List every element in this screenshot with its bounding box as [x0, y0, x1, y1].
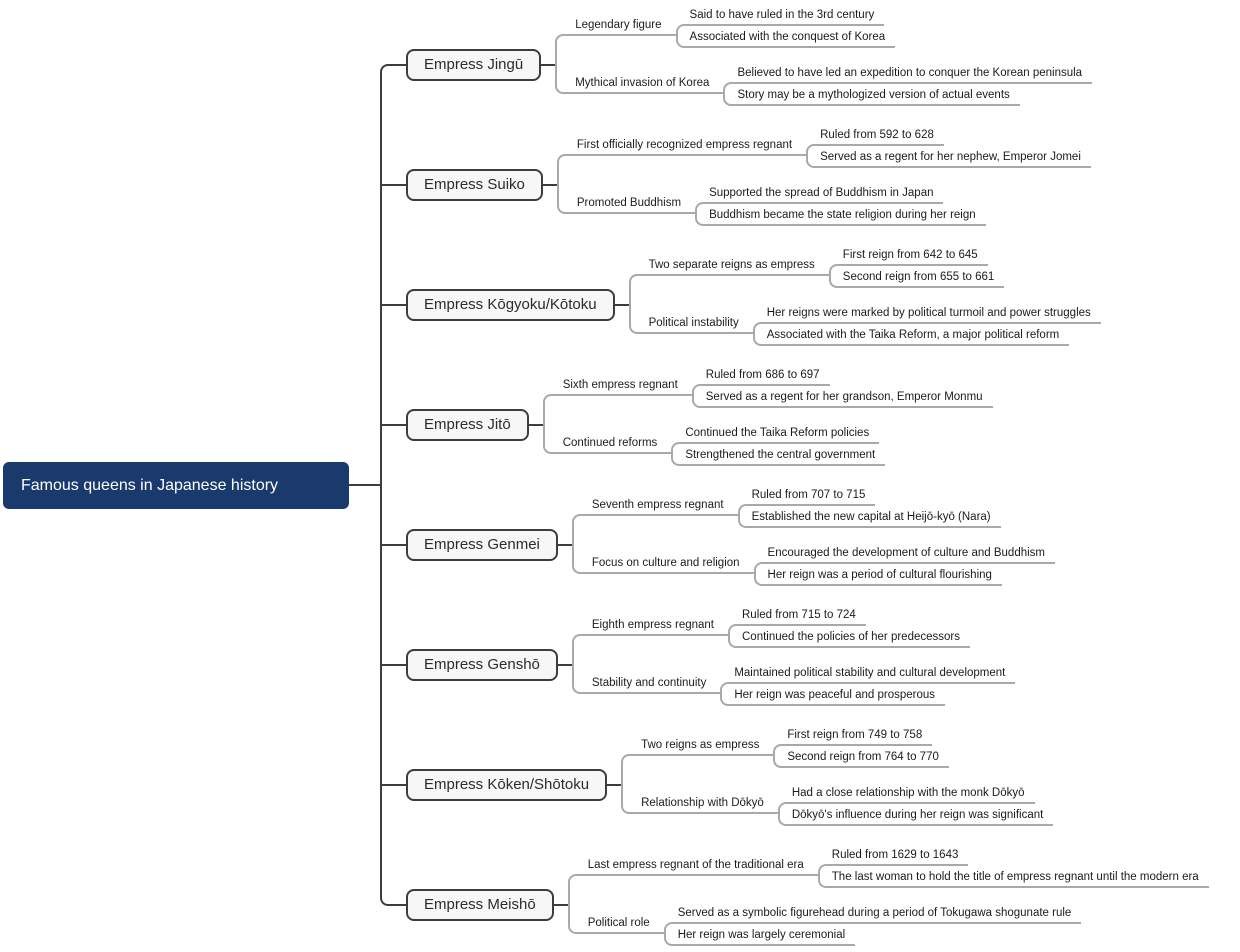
connector-line — [607, 784, 621, 786]
leaf-row — [841, 244, 1005, 266]
connector-line — [558, 544, 572, 546]
leaf-row — [707, 182, 986, 204]
branch-section-koken-shotoku — [406, 724, 1209, 826]
root-node[interactable]: Famous queens in Japanese history — [3, 462, 349, 509]
leaf-row — [740, 626, 970, 648]
sub-branch-node[interactable]: Legendary figure — [567, 19, 675, 36]
leaf-node[interactable]: Her reign was largely ceremonial — [676, 929, 855, 946]
sub-branch-group — [584, 662, 1015, 706]
leaf-row — [740, 604, 970, 626]
leaf-row — [790, 804, 1054, 826]
leaf-node[interactable]: Served as a regent for her grandson, Emperor Monmu — [704, 391, 993, 408]
leaf-row — [841, 266, 1005, 288]
sub-branch-node[interactable]: Eighth empress regnant — [584, 619, 728, 636]
sub-branch-node[interactable]: Political role — [580, 917, 664, 934]
leaf-node[interactable]: Associated with the conquest of Korea — [688, 31, 896, 48]
leaf-row — [785, 724, 949, 746]
branch-node-meisho[interactable]: Empress Meishō — [406, 889, 554, 921]
leaf-row — [732, 662, 1015, 684]
leaf-node[interactable]: Ruled from 686 to 697 — [704, 369, 830, 386]
leaf-node[interactable]: Served as a regent for her nephew, Emperor Jomei — [818, 151, 1091, 168]
leaf-node[interactable]: First reign from 642 to 645 — [841, 249, 988, 266]
leaf-row — [688, 26, 896, 48]
branch-section-gensho — [406, 604, 1209, 706]
leaf-node[interactable]: Second reign from 655 to 661 — [841, 271, 1005, 288]
leaf-row — [818, 124, 1091, 146]
sub-branch-node[interactable]: Mythical invasion of Korea — [567, 77, 723, 94]
branch-node-koken-shotoku[interactable]: Empress Kōken/Shōtoku — [406, 769, 607, 801]
leaf-node[interactable]: Ruled from 715 to 724 — [740, 609, 866, 626]
sub-branch-group — [633, 724, 1053, 768]
leaf-row — [750, 506, 1001, 528]
sub-branch-group — [555, 364, 993, 408]
leaf-row — [750, 484, 1001, 506]
leaf-node[interactable]: Buddhism became the state religion during her reign — [707, 209, 986, 226]
connector-line — [554, 904, 568, 906]
leaf-node[interactable]: Associated with the Taika Reform, a major political reform — [765, 329, 1070, 346]
branch-section-jito — [406, 364, 1209, 466]
leaf-node[interactable]: Had a close relationship with the monk Dōkyō — [790, 787, 1035, 804]
leaf-row — [766, 542, 1055, 564]
trunk-connector-line — [380, 64, 406, 906]
leaf-row — [818, 146, 1091, 168]
leaf-node[interactable]: Ruled from 707 to 715 — [750, 489, 876, 506]
sub-branch-group — [641, 302, 1101, 346]
sub-branch-node[interactable]: Seventh empress regnant — [584, 499, 738, 516]
leaf-node[interactable]: Continued the policies of her predecessors — [740, 631, 970, 648]
branch-section-meisho — [406, 844, 1209, 946]
leaf-row — [735, 62, 1092, 84]
leaf-node[interactable]: Said to have ruled in the 3rd century — [688, 9, 885, 26]
sub-branch-group — [641, 244, 1101, 288]
leaf-node[interactable]: First reign from 749 to 758 — [785, 729, 932, 746]
sub-branch-group — [633, 782, 1053, 826]
sub-branch-group — [569, 124, 1091, 168]
leaf-node[interactable]: Established the new capital at Heijō-kyō (Nara) — [750, 511, 1001, 528]
connector-line — [558, 664, 572, 666]
leaf-node[interactable]: Second reign from 764 to 770 — [785, 751, 949, 768]
leaf-node[interactable]: Supported the spread of Buddhism in Japan — [707, 187, 943, 204]
branch-section-kogyoku-kotoku — [406, 244, 1209, 346]
sub-branch-node[interactable]: Focus on culture and religion — [584, 557, 754, 574]
leaf-node[interactable]: Continued the Taika Reform policies — [683, 427, 879, 444]
leaf-node[interactable]: The last woman to hold the title of empress regnant until the modern era — [830, 871, 1209, 888]
leaf-row — [830, 844, 1209, 866]
leaf-node[interactable]: Dōkyō's influence during her reign was significant — [790, 809, 1054, 826]
sub-branch-group — [569, 182, 1091, 226]
root-connector-line — [349, 484, 380, 486]
leaf-node[interactable]: Encouraged the development of culture and Buddhism — [766, 547, 1055, 564]
connector-line — [543, 184, 557, 186]
sub-branch-group — [580, 844, 1209, 888]
connector-line — [541, 64, 555, 66]
sub-branch-node[interactable]: Last empress regnant of the traditional era — [580, 859, 818, 876]
sub-branch-node[interactable]: Stability and continuity — [584, 677, 720, 694]
leaf-node[interactable]: Maintained political stability and cultural development — [732, 667, 1015, 684]
leaf-row — [765, 324, 1101, 346]
leaf-node[interactable]: Story may be a mythologized version of actual events — [735, 89, 1019, 106]
sub-branch-group — [567, 62, 1092, 106]
leaf-row — [765, 302, 1101, 324]
sub-branch-node[interactable]: Two reigns as empress — [633, 739, 773, 756]
sub-branch-node[interactable]: Promoted Buddhism — [569, 197, 695, 214]
leaf-row — [676, 924, 1082, 946]
leaf-row — [704, 364, 993, 386]
leaf-row — [704, 386, 993, 408]
sub-branch-node[interactable]: Political instability — [641, 317, 753, 334]
leaf-row — [830, 866, 1209, 888]
leaf-node[interactable]: Her reign was a period of cultural flourishing — [766, 569, 1002, 586]
sub-branch-group — [584, 484, 1055, 528]
sub-branch-node[interactable]: Continued reforms — [555, 437, 672, 454]
connector-line — [529, 424, 543, 426]
sub-branch-group — [580, 902, 1209, 946]
sub-branch-node[interactable]: Sixth empress regnant — [555, 379, 692, 396]
leaf-row — [790, 782, 1054, 804]
leaf-row — [732, 684, 1015, 706]
leaf-row — [707, 204, 986, 226]
leaf-node[interactable]: Her reign was peaceful and prosperous — [732, 689, 945, 706]
leaf-node[interactable]: Served as a symbolic figurehead during a period of Tokugawa shogunate rule — [676, 907, 1082, 924]
leaf-node[interactable]: Ruled from 1629 to 1643 — [830, 849, 969, 866]
branch-node-genmei[interactable]: Empress Genmei — [406, 529, 558, 561]
connector-line — [615, 304, 629, 306]
branch-sections — [406, 4, 1209, 946]
branch-section-jingu — [406, 4, 1209, 106]
sub-branch-group — [584, 604, 1015, 648]
sub-branch-node[interactable]: Relationship with Dōkyō — [633, 797, 778, 814]
branch-section-genmei — [406, 484, 1209, 586]
leaf-row — [683, 422, 885, 444]
branch-node-kogyoku-kotoku[interactable]: Empress Kōgyoku/Kōtoku — [406, 289, 615, 321]
leaf-node[interactable]: Her reigns were marked by political turmoil and power struggles — [765, 307, 1101, 324]
sub-branch-group — [555, 422, 993, 466]
sub-branch-group — [567, 4, 1092, 48]
leaf-row — [688, 4, 896, 26]
leaf-node[interactable]: Believed to have led an expedition to conquer the Korean peninsula — [735, 67, 1092, 84]
leaf-row — [766, 564, 1055, 586]
leaf-row — [676, 902, 1082, 924]
leaf-row — [735, 84, 1092, 106]
branch-section-suiko — [406, 124, 1209, 226]
leaf-node[interactable]: Strengthened the central government — [683, 449, 885, 466]
leaf-row — [785, 746, 949, 768]
sub-branch-node[interactable]: First officially recognized empress regnant — [569, 139, 806, 156]
branch-node-jingu[interactable]: Empress Jingū — [406, 49, 541, 81]
leaf-row — [683, 444, 885, 466]
sub-branch-node[interactable]: Two separate reigns as empress — [641, 259, 829, 276]
branch-node-suiko[interactable]: Empress Suiko — [406, 169, 543, 201]
sub-branch-group — [584, 542, 1055, 586]
leaf-node[interactable]: Ruled from 592 to 628 — [818, 129, 944, 146]
branch-node-jito[interactable]: Empress Jitō — [406, 409, 529, 441]
branch-node-gensho[interactable]: Empress Genshō — [406, 649, 558, 681]
